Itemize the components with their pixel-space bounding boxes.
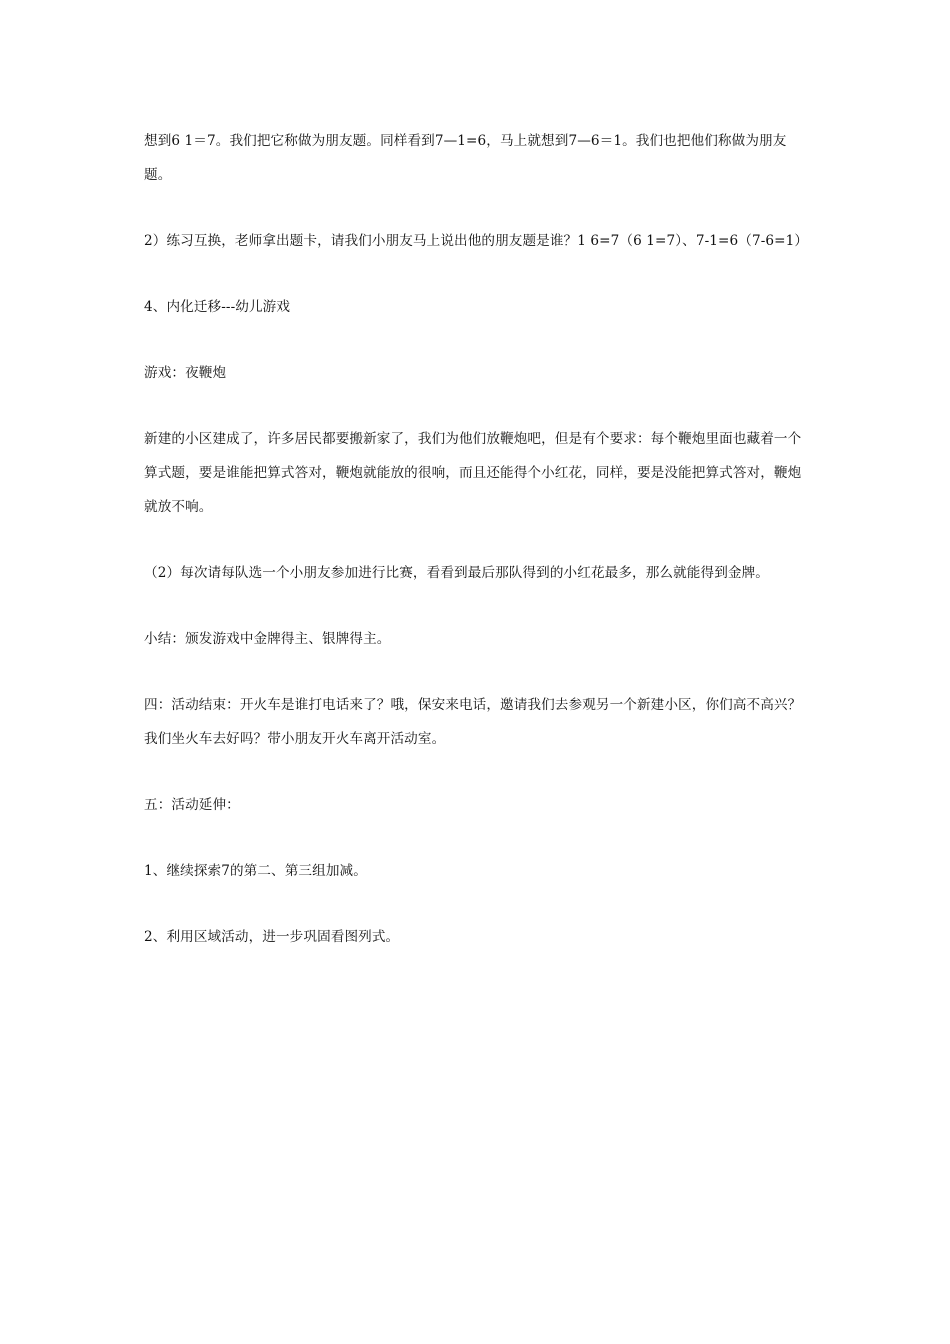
paragraph-friend-problems: 想到6 1＝7。我们把它称做为朋友题。同样看到7—1=6，马上就想到7—6＝1。我们也把他们称做为朋友题。 (144, 133, 787, 183)
paragraph-gap (144, 524, 810, 556)
paragraph-section-4-heading: 4、内化迁移---幼儿游戏 (144, 299, 291, 315)
paragraph-gap (144, 390, 810, 422)
paragraph-gap (144, 590, 810, 622)
paragraph-game-title: 游戏：夜鞭炮 (144, 365, 227, 381)
paragraph-summary: 小结：颁发游戏中金牌得主、银牌得主。 (144, 631, 391, 647)
paragraph-gap (144, 756, 810, 788)
paragraph-game-description: 新建的小区建成了，许多居民都要搬新家了，我们为他们放鞭炮吧，但是有个要求：每个鞭炮里面也藏着一个算式题，要是谁能把算式答对，鞭炮就能放的很响，而且还能得个小红花，同样，要是没能把算式答对，鞭炮就放不响。 (144, 431, 802, 515)
paragraph-gap (144, 822, 810, 854)
paragraph-gap (144, 656, 810, 688)
paragraph-gap (144, 258, 810, 290)
paragraph-practice-exchange: 2）练习互换，老师拿出题卡，请我们小朋友马上说出他的朋友题是谁？1 6=7（6 1=7）、7-1=6（7-6=1） (144, 233, 809, 249)
paragraph-activity-end: 四：活动结束：开火车是谁打电话来了？哦，保安来电话，邀请我们去参观另一个新建小区，你们高不高兴？我们坐火车去好吗？带小朋友开火车离开活动室。 (144, 697, 802, 747)
document-body (144, 124, 810, 954)
paragraph-extension-heading: 五：活动延伸： (144, 797, 240, 813)
paragraph-competition-rule: （2）每次请每队选一个小朋友参加进行比赛，看看到最后那队得到的小红花最多，那么就能得到金牌。 (144, 565, 769, 581)
paragraph-extension-item-2: 2、利用区域活动，进一步巩固看图列式。 (144, 929, 400, 945)
paragraph-gap (144, 888, 810, 920)
paragraph-gap (144, 192, 810, 224)
paragraph-gap (144, 324, 810, 356)
paragraph-extension-item-1: 1、继续探索7的第二、第三组加减。 (144, 863, 367, 879)
